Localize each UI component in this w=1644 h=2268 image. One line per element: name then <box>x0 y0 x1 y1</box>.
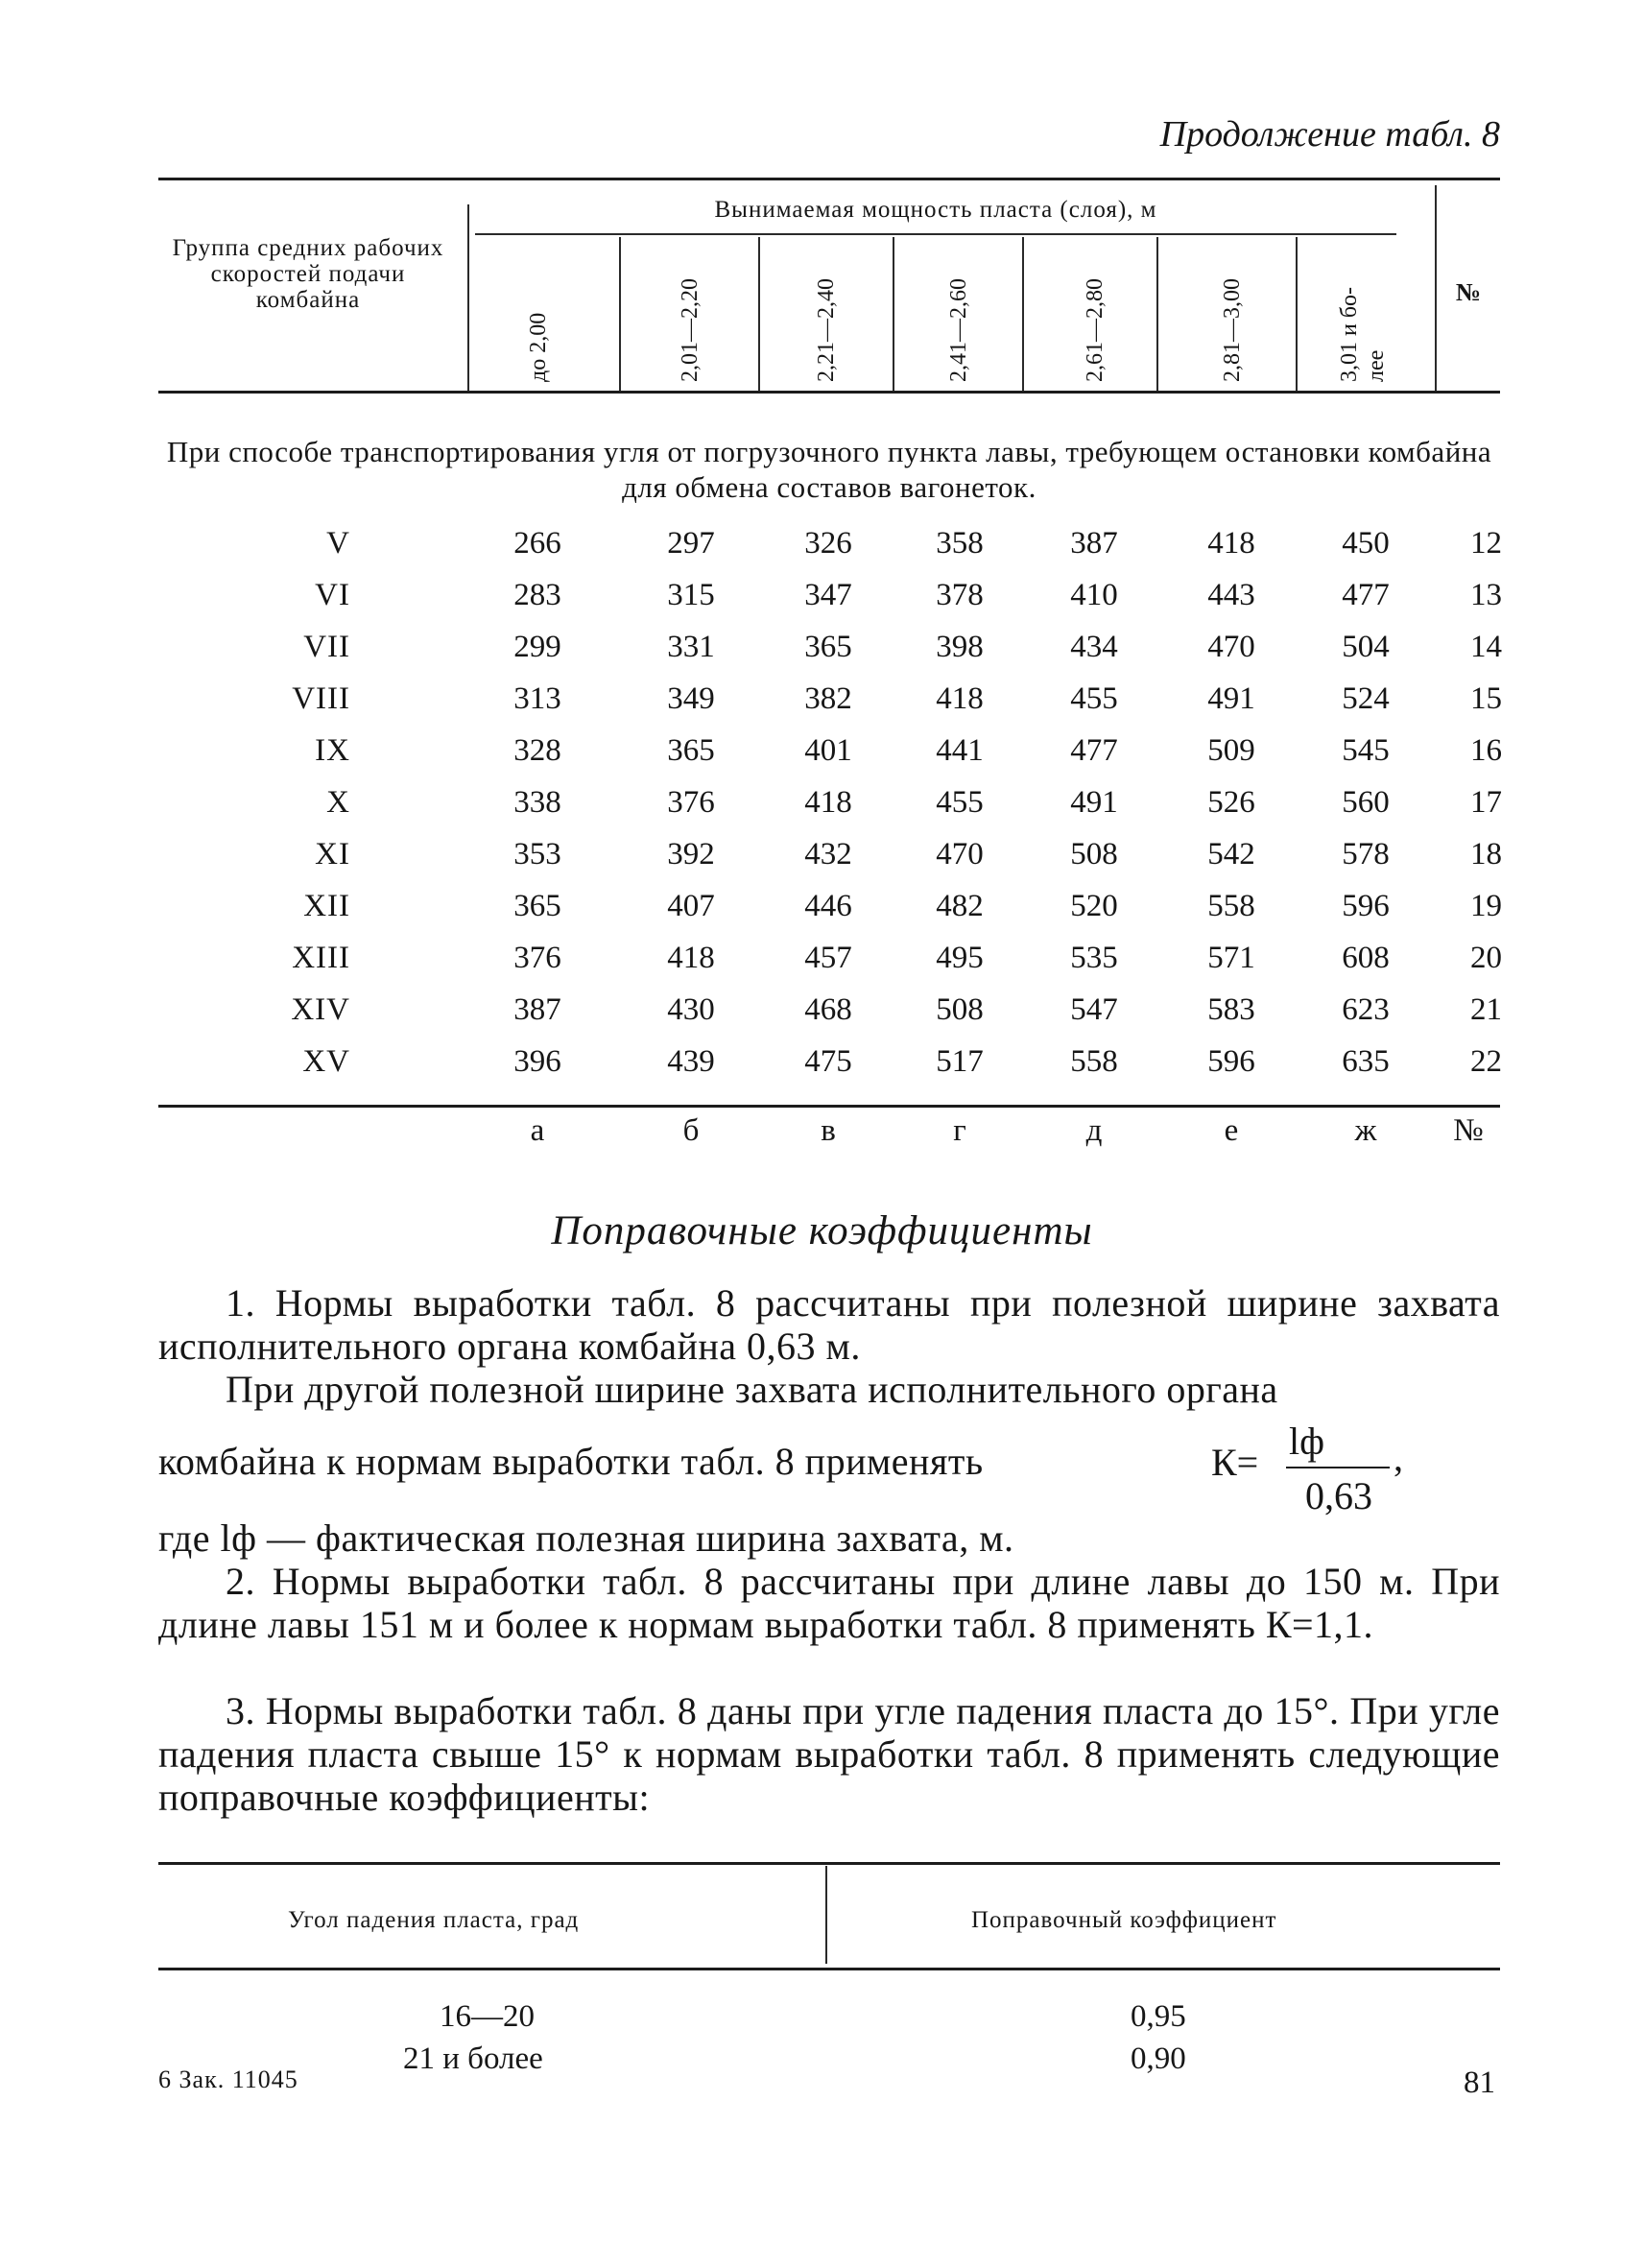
column-letter: е <box>1224 1113 1239 1148</box>
row-number: 17 <box>1470 785 1502 820</box>
table-cell: 434 <box>1070 630 1118 664</box>
table-row <box>158 1044 1500 1096</box>
coef-header-angle: Угол падения пласта, град <box>288 1907 580 1933</box>
table-cell: 299 <box>513 630 561 664</box>
table-cell: 608 <box>1342 941 1390 975</box>
row-number: 16 <box>1470 733 1502 768</box>
table-row <box>158 681 1500 733</box>
table-row <box>158 941 1500 992</box>
column-header-g: 2,41—2,60 <box>946 278 971 382</box>
row-number: 13 <box>1470 578 1502 612</box>
row-number: 14 <box>1470 630 1502 664</box>
table-cell: 508 <box>1070 837 1118 871</box>
table-cell: 623 <box>1342 992 1390 1027</box>
coef-table-header-rule <box>158 1968 1500 1970</box>
table-cell: 477 <box>1342 578 1390 612</box>
table-cell: 365 <box>667 733 715 768</box>
table-cell: 520 <box>1070 889 1118 923</box>
column-letter: а <box>530 1113 545 1148</box>
coef-header-coefficient: Поправочный коэффициент <box>971 1907 1277 1933</box>
formula-lhs: К= <box>1211 1441 1259 1484</box>
print-order-note: 6 Зак. 11045 <box>158 2065 298 2093</box>
row-group-label: XIII <box>292 941 350 975</box>
table-cell: 578 <box>1342 837 1390 871</box>
continuation-label: Продолжение табл. 8 <box>1159 114 1500 155</box>
column-letter: № <box>1453 1113 1484 1148</box>
column-header-b: 2,01—2,20 <box>678 278 703 382</box>
table-cell: 583 <box>1207 992 1255 1027</box>
row-group-label: XI <box>315 837 350 871</box>
table-cell: 387 <box>513 992 561 1027</box>
column-header-v: 2,21—2,40 <box>814 278 839 382</box>
table-cell: 398 <box>936 630 984 664</box>
row-number: 18 <box>1470 837 1502 871</box>
table-cell: 382 <box>804 681 852 716</box>
table-cell: 468 <box>804 992 852 1027</box>
header-top-rule <box>158 178 1500 180</box>
coef-row-value: 0,95 <box>1131 1999 1186 2034</box>
table-cell: 443 <box>1207 578 1255 612</box>
table-cell: 418 <box>804 785 852 820</box>
column-letter: г <box>953 1113 966 1148</box>
paragraph-2a: При другой полезной ширине захвата исполнительного органа <box>226 1368 1278 1411</box>
column-header-zh-line2: лее <box>1364 349 1389 382</box>
table-cell: 509 <box>1207 733 1255 768</box>
table-cell: 392 <box>667 837 715 871</box>
table-header <box>158 178 1500 394</box>
table-cell: 418 <box>667 941 715 975</box>
table-cell: 432 <box>804 837 852 871</box>
paragraph-2c: где lф — фактическая полезная ширина захвата, м. <box>158 1516 1014 1560</box>
table-cell: 508 <box>936 992 984 1027</box>
row-group-label: V <box>326 526 350 561</box>
table-cell: 418 <box>936 681 984 716</box>
header-divider <box>1296 237 1298 394</box>
column-letters-row <box>158 1113 1500 1156</box>
table-cell: 547 <box>1070 992 1118 1027</box>
section-heading: Поправочные коэффициенты <box>551 1208 1093 1253</box>
column-header-a: до 2,00 <box>526 312 551 382</box>
coef-table-divider <box>825 1866 827 1964</box>
table-cell: 353 <box>513 837 561 871</box>
table-cell: 396 <box>513 1044 561 1079</box>
row-number: 21 <box>1470 992 1502 1027</box>
header-divider <box>1022 237 1024 394</box>
table-cell: 635 <box>1342 1044 1390 1079</box>
table-cell: 387 <box>1070 526 1118 561</box>
table-cell: 475 <box>804 1044 852 1079</box>
page-number: 81 <box>1464 2065 1495 2100</box>
paragraph-2b: комбайна к нормам выработки табл. 8 применять <box>158 1440 984 1483</box>
formula-denominator: 0,63 <box>1305 1474 1372 1517</box>
table-cell: 470 <box>1207 630 1255 664</box>
thickness-span-header: Вынимаемая мощность пласта (слоя), м <box>714 197 1157 223</box>
column-letter: д <box>1085 1113 1103 1148</box>
row-number: 19 <box>1470 889 1502 923</box>
table-row <box>158 889 1500 941</box>
table-cell: 482 <box>936 889 984 923</box>
table-cell: 457 <box>804 941 852 975</box>
row-group-label: XIV <box>291 992 350 1027</box>
column-header-e: 2,81—3,00 <box>1220 278 1245 382</box>
table-row <box>158 837 1500 889</box>
table-cell: 495 <box>936 941 984 975</box>
table-cell: 266 <box>513 526 561 561</box>
table-cell: 365 <box>513 889 561 923</box>
table-cell: 470 <box>936 837 984 871</box>
number-column-header: № <box>1455 278 1481 306</box>
table-cell: 441 <box>936 733 984 768</box>
table-cell: 542 <box>1207 837 1255 871</box>
table-cell: 526 <box>1207 785 1255 820</box>
table-cell: 326 <box>804 526 852 561</box>
span-underline <box>475 233 1396 235</box>
table-cell: 407 <box>667 889 715 923</box>
row-group-label: XV <box>302 1044 350 1079</box>
table-cell: 358 <box>936 526 984 561</box>
table-cell: 504 <box>1342 630 1390 664</box>
header-divider <box>893 237 894 394</box>
column-letter: ж <box>1354 1113 1377 1148</box>
table-cell: 313 <box>513 681 561 716</box>
table-cell: 430 <box>667 992 715 1027</box>
coef-row-angle: 16—20 <box>440 1999 535 2034</box>
table-cell: 365 <box>804 630 852 664</box>
row-number: 20 <box>1470 941 1502 975</box>
table-cell: 596 <box>1207 1044 1255 1079</box>
row-group-label: X <box>326 785 350 820</box>
paragraph-4: 3. Нормы выработки табл. 8 даны при угле падения пласта до 15°. При угле падения пласта свыше 15° к нормам выработки табл. 8 применять следующие поправочные коэффициенты: <box>158 1689 1500 1819</box>
column-header-zh-line1: 3,01 и бо- <box>1337 286 1362 382</box>
coef-row-value: 0,90 <box>1131 2041 1186 2076</box>
column-letter: в <box>821 1113 836 1148</box>
table-cell: 439 <box>667 1044 715 1079</box>
table-row <box>158 733 1500 785</box>
row-group-label: XII <box>303 889 350 923</box>
table-bottom-rule <box>158 1105 1500 1108</box>
table-cell: 446 <box>804 889 852 923</box>
row-group-label: VIII <box>292 681 350 716</box>
table-cell: 477 <box>1070 733 1118 768</box>
table-row <box>158 785 1500 837</box>
table-cell: 401 <box>804 733 852 768</box>
table-row <box>158 630 1500 681</box>
method-caption: При способе транспортирования угля от погрузочного пункта лавы, требующем остановки комбайна для обмена составов вагонеток. <box>166 435 1492 504</box>
row-number: 22 <box>1470 1044 1502 1079</box>
table-cell: 491 <box>1070 785 1118 820</box>
table-cell: 376 <box>513 941 561 975</box>
data-rows <box>158 526 1500 1096</box>
fraction-bar <box>1286 1467 1390 1468</box>
table-cell: 517 <box>936 1044 984 1079</box>
coef-table-top-rule <box>158 1862 1500 1865</box>
table-cell: 524 <box>1342 681 1390 716</box>
row-number: 15 <box>1470 681 1502 716</box>
header-divider <box>619 237 621 394</box>
header-divider <box>1156 237 1158 394</box>
table-cell: 418 <box>1207 526 1255 561</box>
table-cell: 455 <box>936 785 984 820</box>
table-cell: 347 <box>804 578 852 612</box>
table-cell: 596 <box>1342 889 1390 923</box>
header-divider <box>467 204 469 394</box>
column-header-d: 2,61—2,80 <box>1083 278 1108 382</box>
column-letter: б <box>682 1113 700 1148</box>
table-cell: 558 <box>1207 889 1255 923</box>
table-cell: 331 <box>667 630 715 664</box>
table-cell: 378 <box>936 578 984 612</box>
table-cell: 315 <box>667 578 715 612</box>
paragraph-3: 2. Нормы выработки табл. 8 рассчитаны при длине лавы до 150 м. При длине лавы 151 м и более к нормам выработки табл. 8 применять К=1,1. <box>158 1560 1500 1646</box>
coef-row-angle: 21 и более <box>403 2041 543 2076</box>
table-cell: 376 <box>667 785 715 820</box>
table-cell: 535 <box>1070 941 1118 975</box>
table-cell: 455 <box>1070 681 1118 716</box>
table-cell: 558 <box>1070 1044 1118 1079</box>
table-cell: 560 <box>1342 785 1390 820</box>
row-group-label: IX <box>315 733 350 768</box>
table-cell: 450 <box>1342 526 1390 561</box>
table-cell: 545 <box>1342 733 1390 768</box>
paragraph-1: 1. Нормы выработки табл. 8 рассчитаны при полезной ширине захвата исполнительного органа комбайна 0,63 м. <box>158 1281 1500 1368</box>
table-cell: 297 <box>667 526 715 561</box>
group-column-header: Группа средних рабочих скоростей подачи комбайна <box>172 235 444 313</box>
table-cell: 349 <box>667 681 715 716</box>
header-divider <box>1435 185 1437 394</box>
table-row <box>158 578 1500 630</box>
table-cell: 283 <box>513 578 561 612</box>
table-row <box>158 526 1500 578</box>
header-divider <box>758 237 760 394</box>
row-number: 12 <box>1470 526 1502 561</box>
formula-numerator: lф <box>1289 1420 1325 1463</box>
table-row <box>158 992 1500 1044</box>
table-cell: 410 <box>1070 578 1118 612</box>
table-cell: 571 <box>1207 941 1255 975</box>
row-group-label: VI <box>315 578 350 612</box>
header-bottom-rule <box>158 391 1500 394</box>
row-group-label: VII <box>303 630 350 664</box>
table-cell: 338 <box>513 785 561 820</box>
table-cell: 328 <box>513 733 561 768</box>
table-cell: 491 <box>1207 681 1255 716</box>
formula-comma: , <box>1394 1436 1403 1479</box>
